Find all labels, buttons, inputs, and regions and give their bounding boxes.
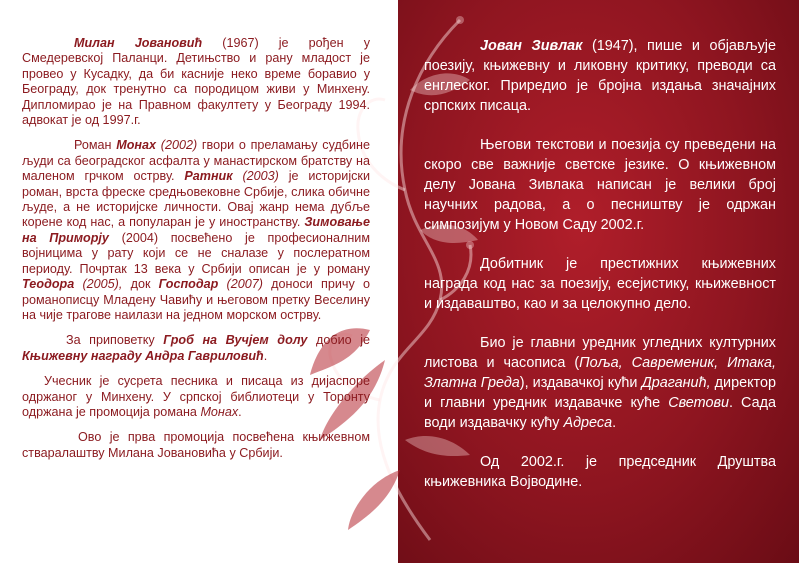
right-column-text — [424, 36, 776, 511]
right-paragraph-5: Од 2002.г. је председник Друштва књижевника Војводине. — [424, 454, 776, 490]
left-paragraph-1: Милан Јовановић (1967) је рођен у Смедеревској Паланци. Детињство и рану младост је провео у Кусадку, да би касније неко време боравио у Београду, док тренутно са породицом живи у Минхену. Дипломирао је на Правном факултету у Београду 1994. адвокат је од 1997.г. — [22, 36, 370, 128]
story-title: Гроб на Вучјем долу — [163, 333, 308, 348]
award-name: Књижевну награду Андра Гавриловић — [22, 348, 264, 363]
left-paragraph-3: За приповетку Гроб на Вучјем долу добио је Књижевну награду Андра Гавриловић. — [22, 333, 370, 363]
novel-title-gospodar: Господар — [158, 277, 219, 292]
right-paragraph-3: Добитник је престижних књижевних награда код нас за поезију, есејистику, књижевност и издаваштво, као и за целокупно дело. — [424, 256, 776, 312]
left-column-text — [22, 36, 370, 471]
author-name-zivlak: Јован Зивлак — [480, 38, 583, 54]
author-name-jovanovic: Милан Јовановић — [74, 36, 203, 50]
novel-title-monah: Монах — [116, 138, 157, 153]
right-paragraph-2: Његови текстови и поезија су преведени на скоро све важније светске језике. О књижевном делу Јована Зивлака написан је велики број научних радова, а о песништву је одржан симпозијум у Новом Саду 2002.г. — [424, 137, 776, 233]
left-paragraph-5: Ово је прва промоција посвећена књижевном стваралаштву Милана Јовановића у Србији. — [22, 430, 370, 460]
novel-title-zimovanje: Зимовање на Приморју — [22, 215, 370, 245]
right-paragraph-1: Јован Зивлак (1947), пише и објављује поезију, књижевну и ликовну критику, преводи са енглеског. Приредио је бројна издања значајних српских писаца. — [424, 38, 776, 114]
right-paragraph-4: Био је главни уредник угледних културних листова и часописа (Поља, Савременик, Итака, Златна Греда), издавачкој кући Драганић, директор и главни уредник издавачке куће Светови. Сада води издавачку кућу Адреса. — [424, 335, 776, 431]
novel-title-teodora: Теодора — [22, 277, 75, 292]
left-paragraph-2: Роман Монах (2002) гвори о преламању судбине људи са београдског асфалта у манастирском братству на маленом грчком острву. Ратник (2003) је историјски роман, врста фреске средњовековне Србије, слика обичне људе, а не историјске личности. Овај жанр нема дубље корене код нас, а популаран је у иностранству. Зимовање на Приморју (2004) посвећено је професионалним војницима у рату који се не сналазе у послератном периоду. Почртак 13 века у Србији описан је у роману Теодора (2005), док Господар (2007) доноси причу о романописцу Младену Чавићу и његовом претку Веселину на чије трагове наилази на једном морском острву. — [22, 138, 371, 322]
novel-title-ratnik: Ратник — [184, 169, 233, 184]
magazine-list: Поља, Савременик, Итака, Златна Греда — [424, 355, 776, 391]
left-paragraph-4: Учесник је сусрета песника и писаца из дијаспоре одржаног у Минхену. У српској библиотеци у Торонту одржана је промоција романа Монах. — [22, 374, 370, 419]
